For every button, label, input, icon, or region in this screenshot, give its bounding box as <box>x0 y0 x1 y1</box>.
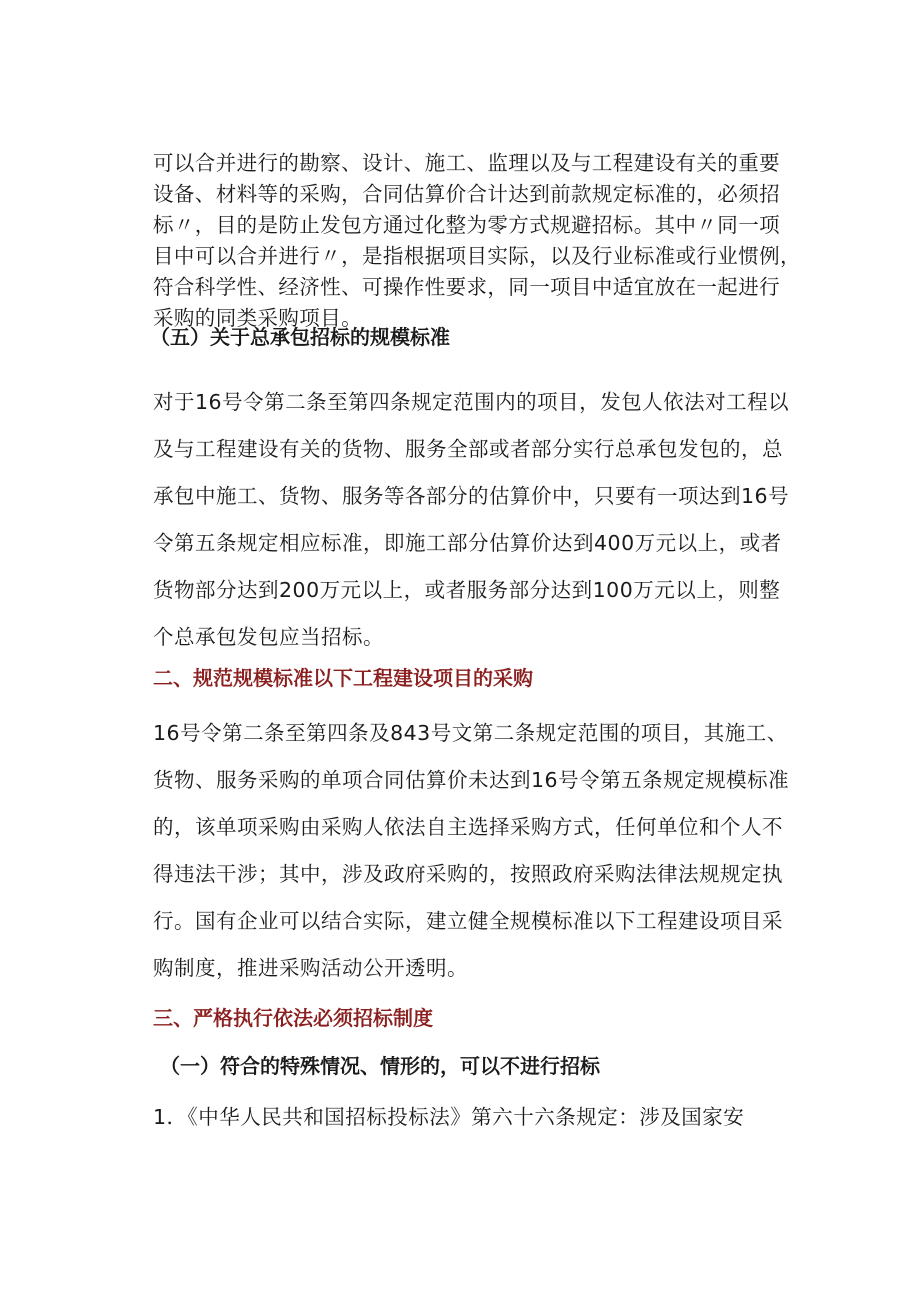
section-5-line-1: 对于16号令第二条至第四条规定范围内的项目，发包人依法对工程以 <box>153 390 790 414</box>
intro-line-3: 标〃，目的是防止发包方通过化整为零方式规避招标。其中〃同一项 <box>153 213 780 237</box>
section-5-line-2: 及与工程建设有关的货物、服务全部或者部分实行总承包发包的，总 <box>153 437 783 461</box>
intro-line-6: 采购的同类采购项目。 <box>153 306 362 330</box>
item-1-line: 1．《中华人民共和国招标投标法》第六十六条规定：涉及国家安 <box>153 1105 745 1129</box>
intro-line-5: 符合科学性、经济性、可操作性要求，同一项目中适宜放在一起进行 <box>153 275 780 299</box>
section-heading-5: （五）关于总承包招标的规模标准 <box>150 325 450 349</box>
section-5-line-6: 个总承包发包应当招标。 <box>153 625 384 649</box>
section-2-line-2: 货物、服务采购的单项合同估算价未达到16号令第五条规定规模标准 <box>153 768 790 792</box>
section-5-line-5: 货物部分达到200万元以上，或者服务部分达到100万元以上，则整 <box>153 578 781 602</box>
subsection-heading-1: （一）符合的特殊情况、情形的，可以不进行招标 <box>160 1054 600 1078</box>
intro-line-4: 目中可以合并进行〃，是指根据项目实际，以及行业标准或行业惯例， <box>153 244 801 268</box>
section-2-line-4: 得违法干涉；其中，涉及政府采购的，按照政府采购法律法规规定执 <box>153 862 783 886</box>
intro-line-1: 可以合并进行的勘察、设计、施工、监理以及与工程建设有关的重要 <box>153 151 780 175</box>
section-2-line-1: 16号令第二条至第四条及843号文第二条规定范围的项目，其施工、 <box>153 721 788 745</box>
section-heading-3: 三、严格执行依法必须招标制度 <box>153 1006 433 1030</box>
section-5-line-3: 承包中施工、货物、服务等各部分的估算价中，只要有一项达到16号 <box>153 484 790 508</box>
section-2-line-3: 的，该单项采购由采购人依法自主选择采购方式，任何单位和个人不 <box>153 815 783 839</box>
section-5-line-4: 令第五条规定相应标准，即施工部分估算价达到400万元以上，或者 <box>153 531 782 555</box>
section-2-line-6: 购制度，推进采购活动公开透明。 <box>153 956 468 980</box>
intro-line-2: 设备、材料等的采购，合同估算价合计达到前款规定标准的，必须招 <box>153 182 780 206</box>
section-heading-2: 二、规范规模标准以下工程建设项目的采购 <box>153 666 533 690</box>
section-2-line-5: 行。国有企业可以结合实际，建立健全规模标准以下工程建设项目采 <box>153 909 783 933</box>
